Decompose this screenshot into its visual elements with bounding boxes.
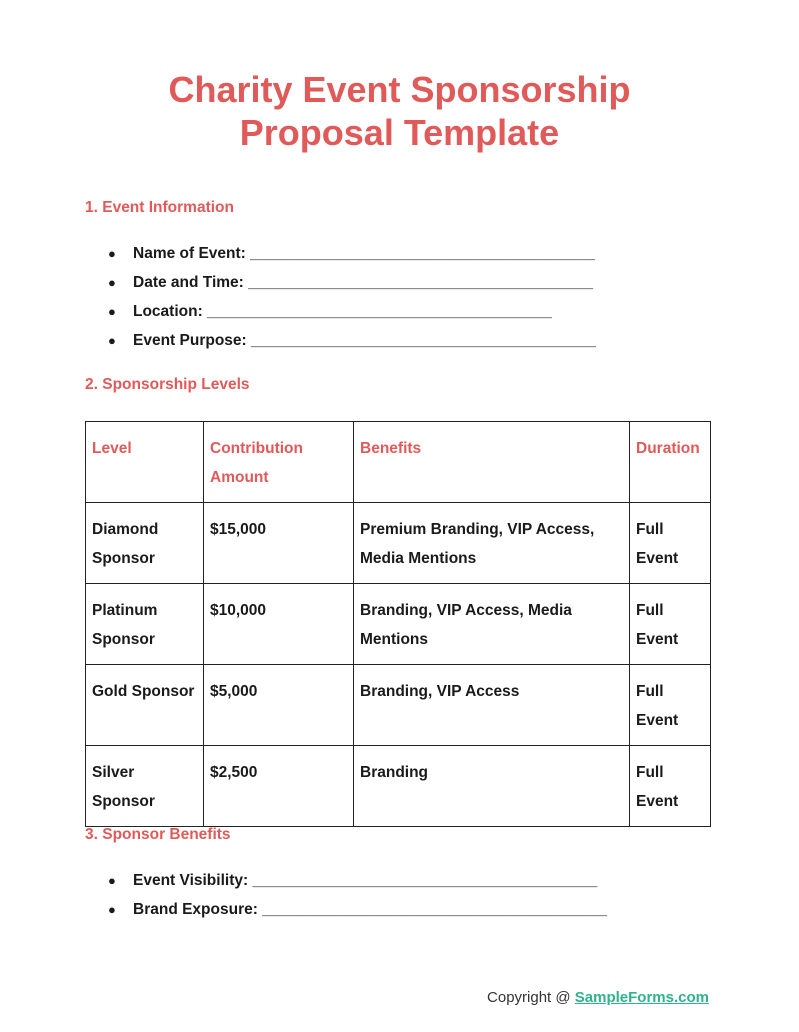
section-heading-sponsor-benefits: 3. Sponsor Benefits [85,826,231,843]
list-item [108,273,596,302]
list-item-text: Date and Time: ________________________________________ [133,274,593,291]
table-header-row [86,422,711,503]
bullet-dot-icon: ● [108,333,116,348]
table-cell-benefits: Branding [354,746,630,827]
column-header-level: Level [86,422,204,503]
sponsor-benefits-list [108,871,607,929]
bullet-dot-icon: ● [108,873,116,888]
list-item-text: Brand Exposure: ________________________________________ [133,901,608,918]
column-header-contribution-amount: Contribution Amount [204,422,354,503]
page-title-line-2: Proposal Template [239,112,560,153]
bullet-dot-icon: ● [108,246,116,261]
table-cell-amount: $5,000 [204,665,354,746]
table-cell-benefits: Branding, VIP Access, Media Mentions [354,584,630,665]
event-information-list [108,244,596,360]
table-cell-duration: Full Event [630,665,711,746]
table-cell-amount: $2,500 [204,746,354,827]
list-item [108,871,607,900]
table-cell-duration: Full Event [630,746,711,827]
column-header-benefits: Benefits [354,422,630,503]
list-item [108,244,596,273]
section-heading-event-information: 1. Event Information [85,199,234,216]
table-cell-benefits: Premium Branding, VIP Access, Media Mentions [354,503,630,584]
brand-link[interactable]: SampleForms.com [574,989,709,1006]
sponsorship-levels-table [85,421,711,827]
list-item-text: Event Visibility: ________________________________________ [133,872,598,889]
page-title [0,68,799,154]
table-cell-level: Diamond Sponsor [86,503,204,584]
table-cell-duration: Full Event [630,503,711,584]
table-cell-amount: $15,000 [204,503,354,584]
column-header-duration: Duration [630,422,711,503]
bullet-dot-icon: ● [108,275,116,290]
copyright-footer [487,989,709,1006]
list-item-text: Event Purpose: ________________________________________ [133,332,596,349]
page-title-line-1: Charity Event Sponsorship [168,69,631,110]
table-cell-level: Platinum Sponsor [86,584,204,665]
bullet-dot-icon: ● [108,902,116,917]
copyright-text: Copyright @ [487,989,575,1006]
list-item [108,900,607,929]
bullet-dot-icon: ● [108,304,116,319]
table-cell-amount: $10,000 [204,584,354,665]
list-item [108,331,596,360]
list-item-text: Name of Event: ________________________________________ [133,245,595,262]
section-heading-sponsorship-levels: 2. Sponsorship Levels [85,376,250,393]
table-cell-level: Silver Sponsor [86,746,204,827]
table-row [86,503,711,584]
table-row [86,665,711,746]
table-row [86,584,711,665]
table-cell-duration: Full Event [630,584,711,665]
table-cell-benefits: Branding, VIP Access [354,665,630,746]
list-item [108,302,596,331]
table-row [86,746,711,827]
list-item-text: Location: ________________________________________ [133,303,552,320]
table-cell-level: Gold Sponsor [86,665,204,746]
